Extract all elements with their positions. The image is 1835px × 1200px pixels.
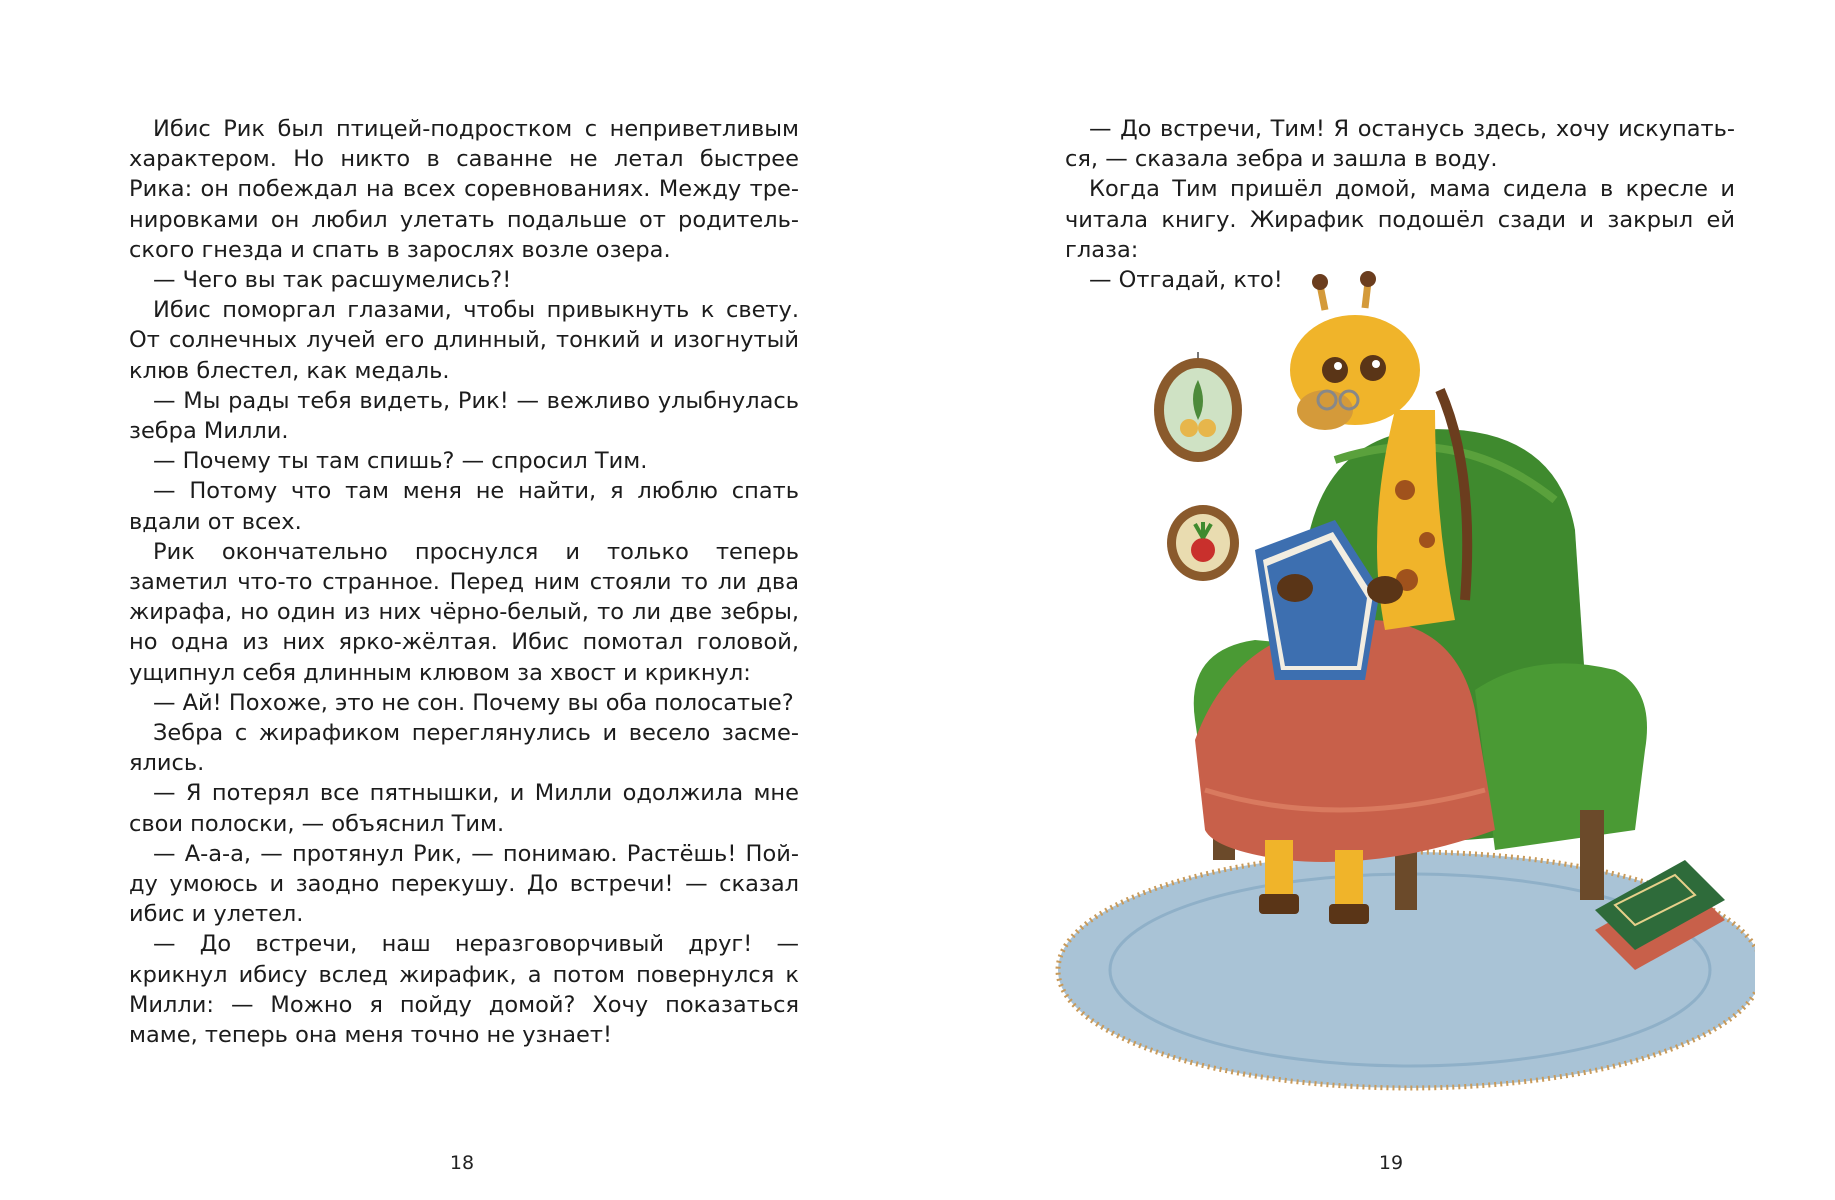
paragraph: — Ай! Похоже, это не сон. Почему вы оба полосатые?	[153, 689, 794, 716]
paragraph: — Мы рады тебя видеть, Рик! — вежливо улыбнулась зебра Милли.	[129, 387, 799, 445]
paragraph: — А-а-а, — протянул Рик, — понимаю. Растёшь! Пойду умоюсь и заодно перекушу. До встречи! — сказал ибис и улетел.	[129, 840, 799, 928]
paragraph: Зебра с жирафиком переглянулись и весело засмеялись.	[129, 720, 799, 777]
wall-picture-beet	[1167, 505, 1239, 581]
paragraph: — Почему ты там спишь? — спросил Тим.	[153, 448, 648, 475]
paragraph: — Чего вы так расшумелись?!	[153, 267, 512, 294]
paragraph: — До встречи, Тим! Я останусь здесь, хочу искупаться, — сказала зебра и зашла в воду.	[1065, 116, 1735, 173]
page-number-left: 18	[449, 1152, 475, 1174]
paragraph: — Потому что там меня не найти, я люблю спать вдали от всех.	[129, 478, 799, 535]
paragraph: — Я потерял все пятнышки, и Милли одолжила мне свои полоски, — объяснил Тим.	[129, 780, 799, 837]
paragraph: — Отгадай, кто!	[1089, 267, 1283, 294]
left-page	[0, 0, 917, 1200]
right-page-text	[1065, 114, 1735, 295]
wall-picture-lemons	[1154, 352, 1242, 462]
page-number-right: 19	[1378, 1152, 1404, 1174]
paragraph: Когда Тим пришёл домой, мама сидела в кресле и читала книгу. Жирафик подошёл сзади и закрыл ей глаза:	[1065, 176, 1735, 263]
right-page	[917, 0, 1835, 1200]
giraffe-reading-illustration	[1035, 270, 1755, 1130]
paragraph: Рик окончательно проснулся и только теперь заметил что-то странное. Перед ним стояли то ли два жирафа, но один из них чёрно-белый, то ли две зебры, но одна из них ярко-жёлтая. Ибис помотал головой, ущипнул себя длинным клювом за хвост и крикнул:	[129, 538, 799, 686]
paragraph: Ибис поморгал глазами, чтобы привыкнуть к свету. От солнечных лучей его длинный, тонкий и изогнутый клюв блестел, как медаль.	[129, 297, 799, 384]
paragraph: Ибис Рик был птицей-подростком с неприветливым характером. Но никто в саванне не летал быстрее Рика: он побеждал на всех соревнованиях. Между тренировками он любил улетать подальше от родительского гнезда и спать в зарослях возле озера.	[129, 116, 799, 263]
paragraph: — До встречи, наш неразговорчивый друг! — крикнул ибису вслед жирафик, а потом повернулся к Милли: — Можно я пойду домой? Хочу показаться маме, теперь она меня точно не узнает!	[129, 931, 799, 1049]
left-page-text	[129, 114, 799, 1050]
